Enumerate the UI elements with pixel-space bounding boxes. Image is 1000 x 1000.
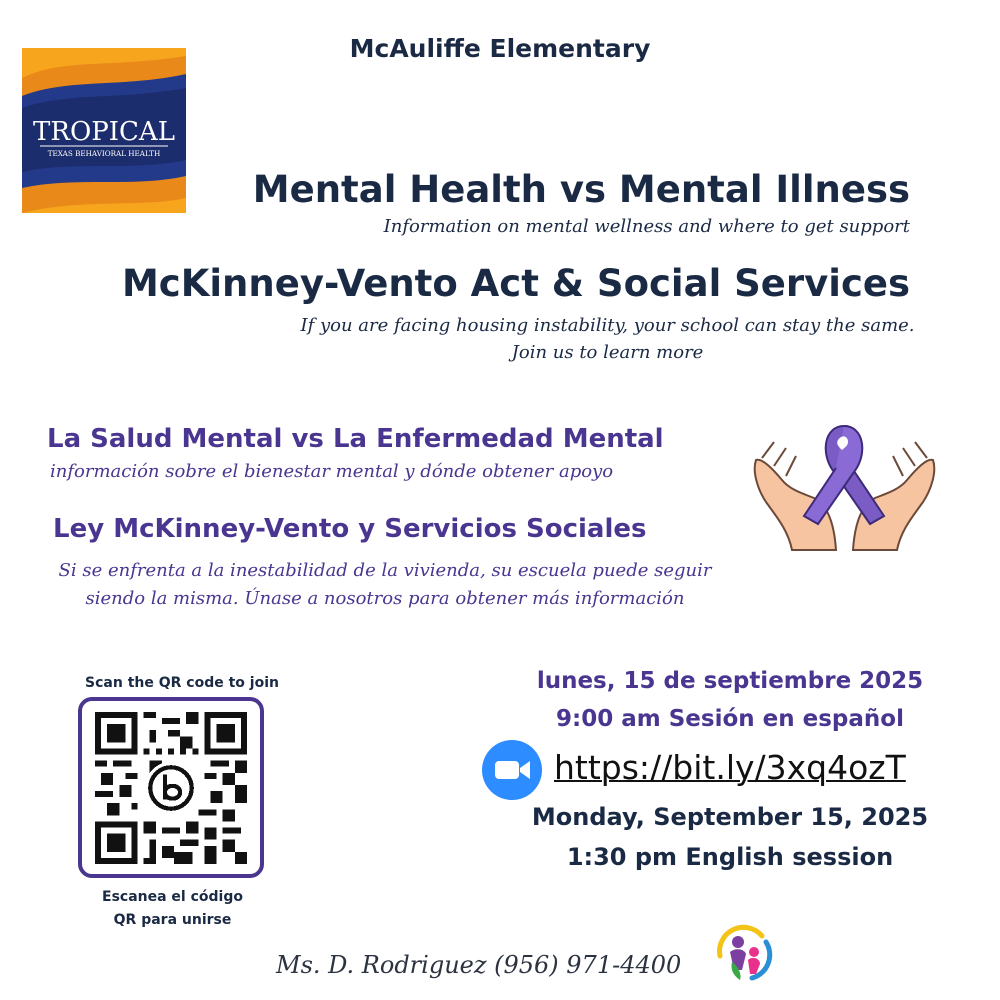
qr-scan-label-english: Scan the QR code to join [85,675,279,691]
qr-code[interactable] [95,712,247,864]
english-session-date: Monday, September 15, 2025 [531,803,929,831]
spanish-subtitle-mental-health: información sobre el bienestar mental y dónde obtener apoyo [50,461,614,482]
meeting-link[interactable]: https://bit.ly/3xq4ozT [554,748,906,787]
spanish-title-mental-health: La Salud Mental vs La Enfermedad Mental [47,424,664,454]
english-subtitle-mckinney-vento: If you are facing housing instability, your school can stay the same. Join us to learn more [300,315,915,363]
spanish-session-date: lunes, 15 de septiembre 2025 [536,668,924,694]
school-name: McAuliffe Elementary [349,34,651,63]
family-logo-icon [712,922,776,986]
qr-scan-label-spanish-line1: Escanea el código [102,889,243,905]
english-title-mckinney-vento: McKinney-Vento Act & Social Services [121,262,910,305]
english-session-time: 1:30 pm English session [566,843,894,871]
spanish-title-mckinney-vento: Ley McKinney-Vento y Servicios Sociales [53,514,647,544]
tropical-logo [22,48,186,213]
qr-code-frame[interactable] [78,697,264,878]
logo-wordmark: TROPICAL [33,117,175,147]
purple-ribbon-hands-icon [752,420,937,555]
contact-info: Ms. D. Rodriguez (956) 971-4400 [276,951,682,979]
english-subtitle-mental-health: Information on mental wellness and where to get support [383,216,910,237]
spanish-session-time: 9:00 am Sesión en español [556,706,904,732]
qr-scan-label-spanish-line2: QR para unirse [113,912,232,928]
logo-tagline: TEXAS BEHAVIORAL HEALTH [47,149,161,158]
english-title-mental-health: Mental Health vs Mental Illness [252,168,910,211]
spanish-subtitle-mckinney-vento: Si se enfrenta a la inestabilidad de la vivienda, su escuela puede seguir siendo la misma. Únase a nosotros para obtener más información [58,560,712,609]
zoom-camera-icon[interactable] [482,740,542,800]
qr-scan-label-spanish [80,886,265,932]
